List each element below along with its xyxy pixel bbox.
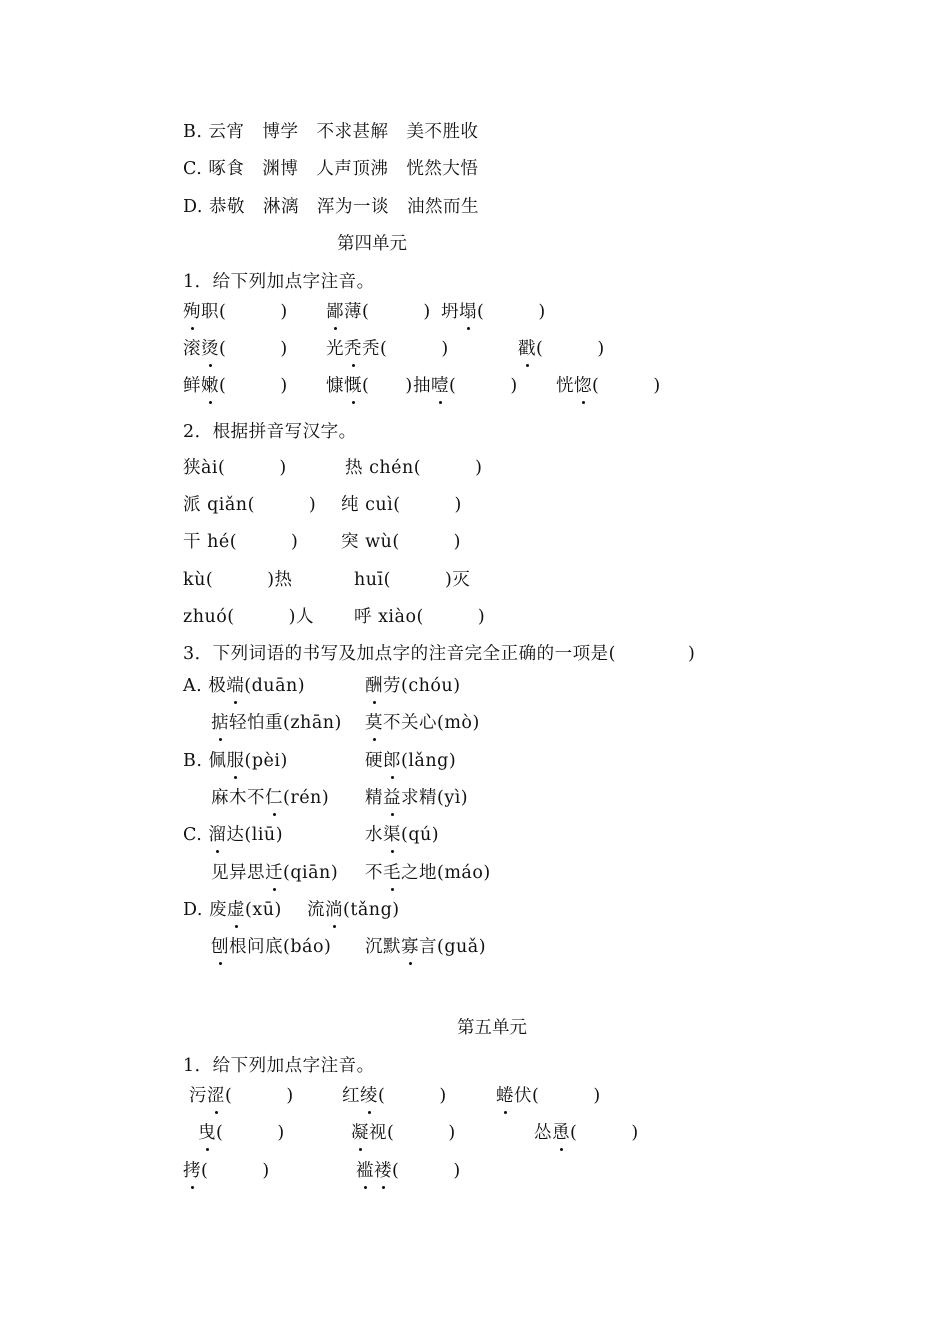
unit4-q2-item: 呼 xiào( ) <box>354 607 486 627</box>
unit4-q3-option: 掂轻怕重(zhān) <box>211 713 342 733</box>
unit4-q1-stem: 1．给下列加点字注音。 <box>183 272 375 292</box>
unit4-q2-item: 突 wù( ) <box>341 532 461 552</box>
unit4-q3-option: 流淌(tǎng) <box>307 900 400 920</box>
unit5-q1-item: 污涩( ) <box>189 1086 294 1106</box>
unit4-q1-item: 殉职( ) <box>183 302 288 322</box>
unit5-q1-item: 蜷伏( ) <box>496 1086 601 1106</box>
unit4-q2-item: 热 chén( ) <box>345 458 483 478</box>
unit4-q1-item: 光秃秃( ) <box>326 339 449 359</box>
unit4-q1-item: 恍惚( ) <box>556 376 661 396</box>
unit5-q1-stem: 1．给下列加点字注音。 <box>183 1056 375 1076</box>
unit5-q1-item: 红绫( ) <box>342 1086 447 1106</box>
unit4-q3-option: C. 溜达(liū) <box>183 825 284 845</box>
unit4-q3-option: 麻木不仁(rén) <box>211 788 330 808</box>
unit4-q3-option: 水渠(qú) <box>365 825 440 845</box>
unit5-q1-item: 褴褛( ) <box>356 1161 461 1181</box>
unit4-q2-item: zhuó( )人 <box>183 607 314 627</box>
unit4-q3-option: D. 废虚(xū) <box>183 900 282 920</box>
unit5-q1-item: 怂恿( ) <box>534 1123 639 1143</box>
unit4-q3-option: 酬劳(chóu) <box>365 676 461 696</box>
unit4-q2-item: kù( )热 <box>183 570 293 590</box>
unit4-q2-stem: 2．根据拼音写汉字。 <box>183 422 357 442</box>
unit4-q3-option: B. 佩服(pèi) <box>183 751 288 771</box>
unit4-q2-item: 狭ài( ) <box>183 458 287 478</box>
unit4-q2-item: 干 hé( ) <box>183 532 299 552</box>
unit4-q3-option: A. 极端(duān) <box>183 676 306 696</box>
unit4-q3-option: 硬郎(lǎng) <box>365 751 457 771</box>
unit4-q1-item: 坍塌( ) <box>441 302 546 322</box>
unit4-q1-item: 慷慨( ) <box>326 376 413 396</box>
unit5-q1-item: 凝视( ) <box>351 1123 456 1143</box>
unit4-q3-option: 见异思迁(qiān) <box>211 863 339 883</box>
option-b: B. 云宵 博学 不求甚解 美不胜收 <box>183 122 479 142</box>
unit4-q1-item: 鄙薄( ) <box>326 302 431 322</box>
unit4-q1-item: 鲜嫩( ) <box>183 376 288 396</box>
unit4-q3-option: 沉默寡言(guǎ) <box>365 937 487 957</box>
unit4-q2-item: 派 qiǎn( ) <box>183 495 317 515</box>
unit4-q3-option: 刨根问底(báo) <box>211 937 332 957</box>
unit4-q2-item: 纯 cuì( ) <box>341 495 462 515</box>
unit5-q1-item: 曳( ) <box>198 1123 285 1143</box>
unit4-title: 第四单元 <box>337 234 407 254</box>
option-c: C. 啄食 渊博 人声顶沸 恍然大悟 <box>183 159 479 179</box>
unit4-q3-option: 不毛之地(máo) <box>365 863 491 883</box>
option-d: D. 恭敬 淋漓 浑为一谈 油然而生 <box>183 197 480 217</box>
unit4-q1-item: 滚烫( ) <box>183 339 288 359</box>
unit4-q1-item: 抽噎( ) <box>413 376 518 396</box>
unit4-q1-item: 戳( ) <box>518 339 605 359</box>
unit4-q3-option: 精益求精(yì) <box>365 788 469 808</box>
unit4-q3-stem: 3．下列词语的书写及加点字的注音完全正确的一项是( ) <box>183 644 696 664</box>
unit4-q3-option: 莫不关心(mò) <box>365 713 480 733</box>
unit4-q2-item: huī( )灭 <box>354 570 471 590</box>
unit5-title: 第五单元 <box>457 1018 527 1038</box>
unit5-q1-item: 拷( ) <box>183 1161 270 1181</box>
